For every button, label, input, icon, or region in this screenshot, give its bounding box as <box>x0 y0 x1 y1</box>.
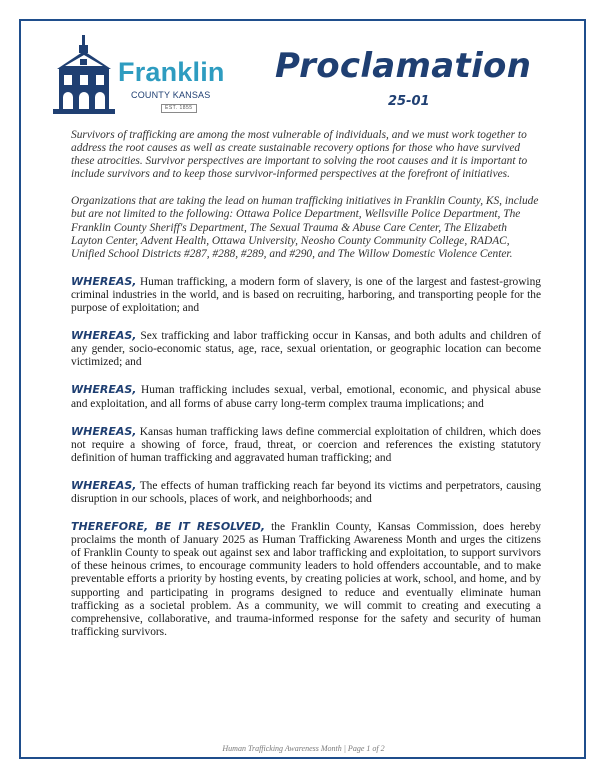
clause-keyword: THEREFORE, BE IT RESOLVED, <box>71 520 266 534</box>
logo-subtitle: COUNTY KANSAS <box>131 90 211 100</box>
page-footer: Human Trafficking Awareness Month | Page 1 of 2 <box>222 744 385 753</box>
whereas-clause <box>71 329 541 369</box>
clause-keyword: WHEREAS, <box>71 478 137 492</box>
proclamation-number: 25-01 <box>388 94 430 109</box>
clause-text: Human trafficking includes sexual, verbal, emotional, economic, and physical abuse and exploitation, and all forms of abuse carry long-term complex trauma implications; and <box>71 384 541 410</box>
intro-paragraph-organizations: Organizations that are taking the lead on human trafficking initiatives in Franklin County, KS, include but are not limited to the following: Ottawa Police Department, Wellsville Police Department, The Franklin County Sheriff's Department, The Sexual Trauma & Abuse Care Center, The Elizabeth Layton Center, Advent Health, Ottawa University, Neosho County Community College, RADAC, Unified School Districts #287, #288, #289, and #290, and The Willow Domestic Violence Center. <box>71 195 539 260</box>
whereas-clause <box>71 479 541 506</box>
whereas-clause <box>71 275 541 315</box>
clause-keyword: WHEREAS, <box>71 329 137 343</box>
proclamation-body <box>71 129 541 653</box>
whereas-clause <box>71 425 541 465</box>
franklin-county-logo <box>53 35 238 117</box>
clause-text: Human trafficking, a modern form of slavery, is one of the largest and fastest-growing criminal industries in the world, and is based on recruiting, harboring, and transporting people for the purpose of exploitation; and <box>71 275 541 315</box>
resolution-clause <box>71 520 541 639</box>
clause-text: The effects of human trafficking reach far beyond its victims and perpetrators, causing disruption in our schools, places of work, and neighborhoods; and <box>71 479 541 505</box>
page-title: Proclamation <box>275 46 532 86</box>
logo-name: Franklin <box>118 57 225 87</box>
clause-keyword: WHEREAS, <box>71 424 137 438</box>
clause-text: Kansas human trafficking laws define commercial exploitation of children, which does not require a showing of force, fraud, threat, or coercion and references the existing statutory definition of human trafficking and aggravated human trafficking; and <box>71 425 541 464</box>
courthouse-icon <box>53 35 115 117</box>
clause-keyword: WHEREAS, <box>71 274 137 288</box>
clause-text: Sex trafficking and labor trafficking occur in Kansas, and both adults and children of any gender, socio-economic status, age, race, sexual orientation, or geographic location can become victimized; and <box>71 330 541 369</box>
logo-established: EST. 1855 <box>161 104 197 113</box>
intro-paragraph-survivors: Survivors of trafficking are among the most vulnerable of individuals, and we must work together to address the root causes as well as create sustainable recovery options for those who have survived these atrocities. Survivor perspectives are important to solving the root causes and it is important to include survivors and to keep those survivor-informed perspectives at the forefront of initiatives. <box>71 129 528 181</box>
whereas-clause <box>71 383 541 410</box>
clause-text: the Franklin County, Kansas Commission, does hereby proclaims the month of January 2025 as Human Trafficking Awareness Month and urges the citizens of Franklin County to speak out against sex and labor trafficking and exploitation, to support survivors of these heinous crimes, to encourage community leaders to hold offenders accountable, and to make preventable efforts a priority by hosting events, by creating policies at work, school, and home, and by supporting and participating in programs designed to reduce and eventually eliminate human trafficking as a societal problem. As a community, we will commit to creating and executing a comprehensive, collaborative, and trauma-informed response for the safety and security of human trafficking survivors. <box>71 521 541 638</box>
clause-keyword: WHEREAS, <box>71 383 137 397</box>
